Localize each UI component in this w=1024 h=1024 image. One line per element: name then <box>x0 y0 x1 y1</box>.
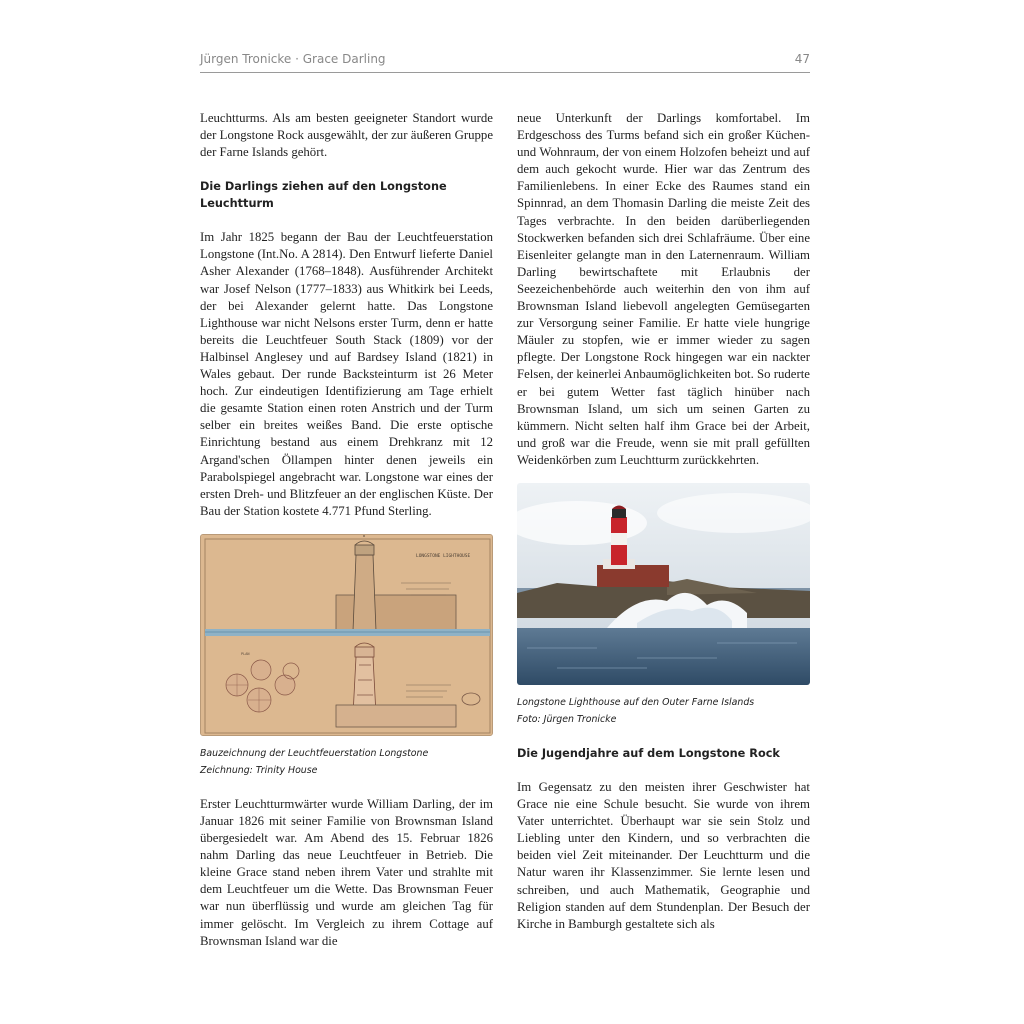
paragraph: Leuchtturms. Als am besten geeigneter Standort wurde der Longstone Rock ausgewählt, der zur äußeren Gruppe der Farne Islands gehört. <box>200 111 493 160</box>
figure-construction-drawing <box>200 534 493 736</box>
section-heading: Die Jugendjahre auf dem Longstone Rock <box>517 746 780 760</box>
paragraph: Im Gegensatz zu den meisten ihrer Geschwister hat Grace nie eine Schule besucht. Sie wurde von ihrem Vater unterrichtet. Überhaupt war sie sein Stolz und Liebling unter den Kindern, und so verbrachten die beiden viel Zeit miteinander. Der Leuchtturm und die Natur waren ihr Klassenzimmer. Sie lernte lesen und schreiben, und auch Mathematik, Geographie und Religion standen auf dem Stundenplan. Der Besuch der Kirche in Bamburgh gestaltete sich als <box>517 779 810 931</box>
drawing-title: LONGSTONE LIGHTHOUSE <box>416 553 471 559</box>
running-header <box>200 49 810 73</box>
right-column <box>517 110 810 933</box>
paragraph: Erster Leuchtturmwärter wurde William Darling, der im Januar 1826 mit seiner Familie von Brownsman Island übergesiedelt war. Am Abend des 15. Februar 1826 nahm Darling das neue Leuchtfeuer in Betrieb. Die kleine Grace stand neben ihrem Vater und strahlte mit dem Leuchtfeuer um die Wette. Das Brownsman Feuer war nun überflüssig und wurde am gleichen Tag für immer gelöscht. Im Vergleich zu ihrem Cottage auf Brownsman Island war die <box>200 796 493 948</box>
figure-caption: Longstone Lighthouse auf den Outer Farne Islands <box>517 696 755 708</box>
header-author-title: Jürgen Tronicke · Grace Darling <box>200 52 386 66</box>
paragraph: neue Unterkunft der Darlings komfortabel. Im Erdgeschoss des Turms befand sich ein großer Küchen- und Wohnraum, der von einem Holzofen beheizt und auf dem auch gekocht wurde. Hier war das Zentrum des Familienlebens. In einer Ecke des Raumes stand ein Spinnrad, an dem Thomasin Darling die meiste Zeit des Tages verbrachte. In den beiden darüberliegenden Stockwerken befanden sich drei Schlafräume. Über eine Eisenleiter gelangte man in den Laternenraum. William Darling bewirtschaftete mit Erlaubnis der Seezeichenbehörde auch weiterhin den von ihm auf Brownsman Island liebevoll angelegten Gemüsegarten zur Versorgung seiner Familie. Er hatte viele hungrige Mäuler zu stopfen, wie er immer wieder zu sagen pflegte. Der Longstone Rock hingegen war ein nackter Felsen, der keinerlei Anbaumöglichkeiten bot. So ruderte er bei gutem Wetter fast täglich hinüber nach Brownsman Island, um sich um seinen Garten zu kümmern. Nicht selten half ihm Grace bei der Arbeit, und groß war die Freude, wenn sie mit prall gefüllten Weidenkörben zum Leuchtturm zurückkehrten. <box>517 111 810 467</box>
page-number: 47 <box>794 52 810 66</box>
lighthouse-drawing-image <box>201 535 493 736</box>
figure-credit: Zeichnung: Trinity House <box>200 764 318 776</box>
svg-text:PLAN: PLAN <box>241 651 250 656</box>
lighthouse-photo-image <box>517 483 810 685</box>
section-heading: Die Darlings ziehen auf den Longstone Leuchtturm <box>200 180 447 211</box>
figure-lighthouse-photo <box>517 483 810 685</box>
paragraph: Im Jahr 1825 begann der Bau der Leuchtfeuerstation Longstone (Int.No. A 2814). Den Entwurf lieferte Daniel Asher Alexander (1768–1848). Ausführender Architekt war Josef Nelson (1777–1833) aus Whitkirk bei Leeds, der bei Alexander gelernt hatte. Das Longstone Lighthouse war nicht Nelsons erster Turm, denn er hatte bereits die Leuchtfeuer South Stack (1809) vor der Halbinsel Anglesey und auf Bardsey Island (1821) in Wales gebaut. Der runde Backsteinturm ist 26 Meter hoch. Zur eindeutigen Identifizierung am Tage erhielt die gesamte Station einen roten Anstrich und der Turm selber ein breites weißes Band. Die erste optische Einrichtung bestand aus einem Drehkranz mit 12 Argand'schen Öllampen hinter denen jeweils ein Parabolspiegel angebracht war. Longstone war eines der ersten Dreh- und Blitzfeuer an der englischen Küste. Der Bau der Station kostete 4.771 Pfund Sterling. <box>200 230 493 518</box>
left-column <box>200 110 493 950</box>
figure-credit: Foto: Jürgen Tronicke <box>517 713 617 725</box>
figure-caption: Bauzeichnung der Leuchtfeuerstation Longstone <box>200 747 429 759</box>
